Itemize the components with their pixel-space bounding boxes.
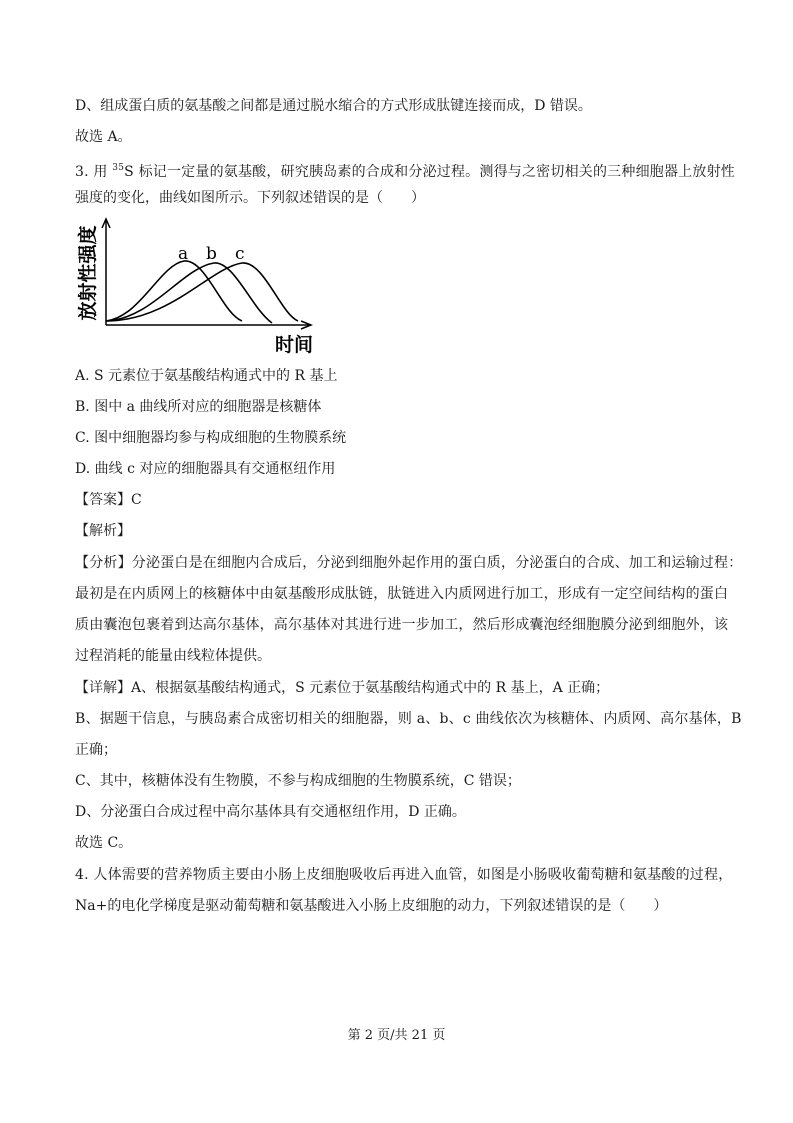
prev-choice: 故选 A。: [75, 129, 132, 145]
q3-stem-line2: 强度的变化，曲线如图所示。下列叙述错误的是（ ）: [75, 190, 425, 206]
q3-xiangjie-line4: C、其中，核糖体没有生物膜，不参与构成细胞的生物膜系统，C 错误；: [75, 773, 521, 789]
curve-b: [106, 263, 272, 323]
answer-tag: 【答案】: [75, 492, 131, 508]
q3-option-d: D. 曲线 c 对应的细胞器具有交通枢纽作用: [75, 461, 336, 477]
q3-fenxi-line1: 【分析】分泌蛋白是在细胞内合成后，分泌到细胞外起作用的蛋白质，分泌蛋白的合成、加工和运输过程：: [75, 555, 743, 571]
curve-label-b: b: [206, 244, 217, 264]
q3-stem-line1: [75, 158, 735, 182]
y-axis-label: 放射性强度: [77, 225, 99, 321]
q3-stem-pre: 3. 用: [75, 164, 113, 180]
prev-option-d-explanation: D、组成蛋白质的氨基酸之间都是通过脱水缩合的方式形成肽键连接而成，D 错误。: [75, 98, 592, 114]
q3-xiangjie-line5: D、分泌蛋白合成过程中高尔基体具有交通枢纽作用，D 正确。: [75, 804, 466, 820]
q3-fenxi-line2: 最初是在内质网上的核糖体中由氨基酸形成肽链，肽链进入内质网进行加工，形成有一定空间结构的蛋白: [75, 586, 729, 602]
q4-stem-line2: Na+的电化学梯度是驱动葡萄糖和氨基酸进入小肠上皮细胞的动力，下列叙述错误的是（ ）: [75, 898, 668, 914]
q3-xiangjie-line1: 【详解】A、根据氨基酸结构通式，S 元素位于氨基酸结构通式中的 R 基上，A 正确；: [75, 680, 610, 696]
page-footer: 第 2 页/共 21 页: [347, 1028, 446, 1043]
q3-option-b: B. 图中 a 曲线所对应的细胞器是核糖体: [75, 399, 322, 415]
answer-value: C: [131, 492, 142, 508]
q3-option-c: C. 图中细胞器均参与构成细胞的生物膜系统: [75, 430, 347, 446]
q3-fenxi-line3: 质由囊泡包裹着到达高尔基体，高尔基体对其进行进一步加工，然后形成囊泡经细胞膜分泌到细胞外，该: [75, 617, 729, 633]
q3-stem-post: S 标记一定量的氨基酸，研究胰岛素的合成和分泌过程。测得与之密切相关的三种细胞器上放射性: [124, 164, 735, 180]
curve-label-a: a: [178, 244, 189, 264]
curve-a: [106, 261, 242, 321]
q3-xiangjie-line2: B、据题干信息，与胰岛素合成密切相关的细胞器，则 a、b、c 曲线依次为核糖体、内质网、高尔基体，B: [75, 711, 742, 727]
q4-stem-line1: 4. 人体需要的营养物质主要由小肠上皮细胞吸收后再进入血管，如图是小肠吸收葡萄糖和氨基酸的过程，: [75, 867, 733, 883]
q3-option-a: A. S 元素位于氨基酸结构通式中的 R 基上: [75, 368, 338, 384]
q3-fenxi-line4: 过程消耗的能量由线粒体提供。: [75, 648, 271, 664]
x-axis-label: 时间: [275, 334, 314, 356]
q3-answer: [75, 490, 142, 510]
q3-stem-superscript: 35: [112, 163, 125, 173]
q3-analysis-tag: [75, 521, 131, 541]
q3-xiangjie-line3: 正确；: [75, 742, 117, 758]
analysis-tag: 【解析】: [75, 523, 131, 539]
radioactivity-figure: [70, 213, 320, 358]
q3-choice: 故选 C。: [75, 835, 133, 851]
curve-label-c: c: [235, 244, 245, 264]
